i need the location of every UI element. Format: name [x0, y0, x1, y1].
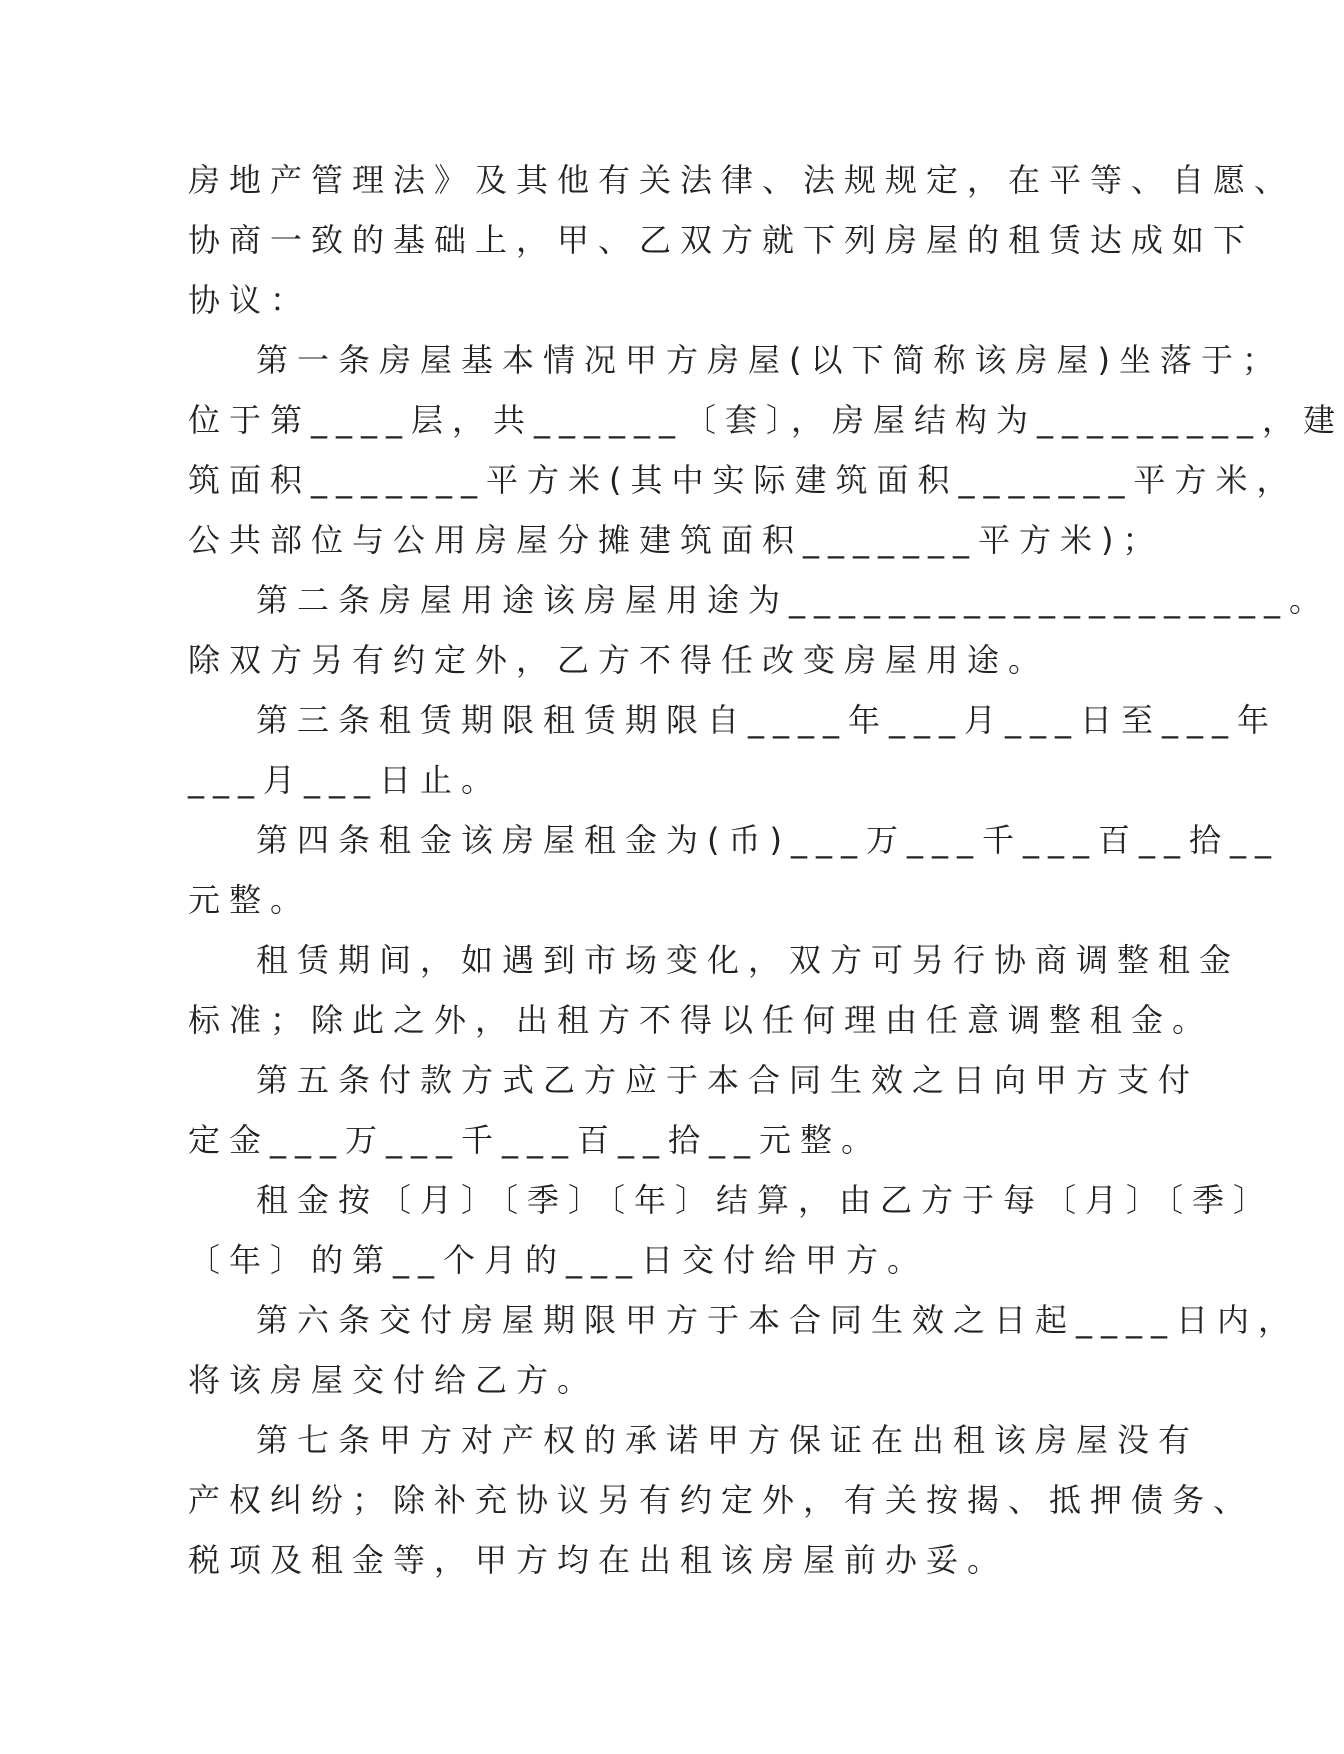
text-line: 标准；除此之外，出租方不得以任何理由任意调整租金。: [188, 1001, 1214, 1039]
text-line: 税项及租金等，甲方均在出租该房屋前办妥。: [188, 1541, 1009, 1579]
text-line: 将该房屋交付给乙方。: [188, 1361, 599, 1399]
text-line: 产权纠纷；除补充协议另有约定外，有关按揭、抵押债务、: [188, 1481, 1255, 1519]
clause-1-line: 第一条房屋基本情况甲方房屋(以下简称该房屋)坐落于；: [256, 341, 1283, 379]
clause-2-line: 第二条房屋用途该房屋用途为____________________。: [256, 581, 1331, 619]
paragraph-line: 租赁期间，如遇到市场变化，双方可另行协商调整租金: [256, 941, 1241, 979]
clause-5-line: 第五条付款方式乙方应于本合同生效之日向甲方支付: [256, 1061, 1200, 1099]
clause-6-line: 第六条交付房屋期限甲方于本合同生效之日起____日内，: [256, 1301, 1300, 1339]
text-line: 筑面积_______平方米(其中实际建筑面积_______平方米，: [188, 461, 1298, 499]
text-line: 房地产管理法》及其他有关法律、法规规定，在平等、自愿、: [188, 161, 1296, 199]
clause-4-line: 第四条租金该房屋租金为(币)___万___千___百__拾__: [256, 821, 1280, 859]
paragraph-line: 租金按〔月〕〔季〕〔年〕结算，由乙方于每〔月〕〔季〕: [256, 1181, 1275, 1219]
clause-3-line: 第三条租赁期限租赁期限自____年___月___日至___年: [256, 701, 1279, 739]
text-line: 协议：: [188, 281, 312, 319]
text-line: 协商一致的基础上，甲、乙双方就下列房屋的租赁达成如下: [188, 221, 1255, 259]
text-line: ___月___日止。: [188, 761, 503, 799]
clause-7-line: 第七条甲方对产权的承诺甲方保证在出租该房屋没有: [256, 1421, 1200, 1459]
text-line: 〔年〕的第__个月的___日交付给甲方。: [188, 1241, 929, 1279]
text-line: 除双方另有约定外，乙方不得任改变房屋用途。: [188, 641, 1050, 679]
document-page: [188, 150, 1344, 1590]
text-line: 元整。: [188, 881, 312, 919]
text-line: 公共部位与公用房屋分摊建筑面积_______平方米)；: [188, 521, 1164, 559]
text-line: 定金___万___千___百__拾__元整。: [188, 1121, 883, 1159]
text-line: 位于第____层，共______〔套〕，房屋结构为_________，建: [188, 401, 1344, 439]
